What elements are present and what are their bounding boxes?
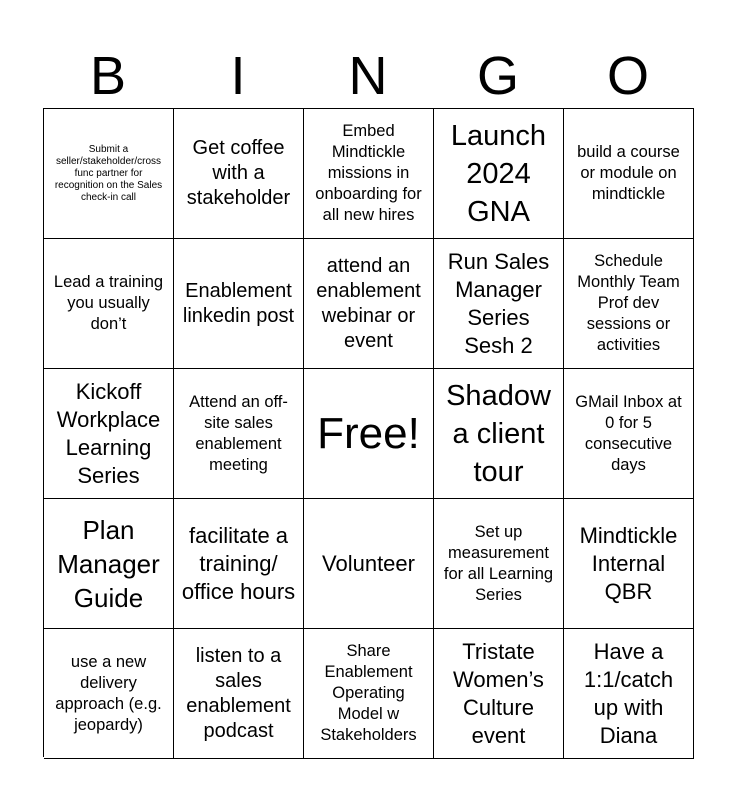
cell-text: facilitate a training/ office hours [181,522,296,604]
cell-text: Volunteer [322,550,415,576]
cell-text: Kickoff Workplace Learning Series [56,378,161,488]
header-letter-g: G [476,46,519,106]
cell-text: build a course or module on mindtickle [577,143,680,203]
bingo-cell-r3-c5[interactable] [564,369,694,499]
bingo-cell-r1-c5[interactable] [564,109,694,239]
bingo-cell-r2-c2[interactable] [174,239,304,369]
bingo-board [43,108,694,757]
bingo-cell-r1-c2[interactable] [174,109,304,239]
header-letter-n: N [348,46,388,106]
cell-text: listen to a sales enablement podcast [186,644,291,742]
bingo-cell-r1-c4[interactable] [434,109,564,239]
cell-text: Attend an off-site sales enablement meeting [189,392,288,474]
cell-text: Mindtickle Internal QBR [579,522,678,604]
cell-text: Share Enablement Operating Model w Stakeholders [320,642,417,744]
cell-text: Plan Manager Guide [57,514,160,613]
cell-text: Tristate Women’s Culture event [453,638,544,748]
cell-text: Schedule Monthly Team Prof dev sessions or activities [577,252,680,354]
bingo-cell-r2-c5[interactable] [564,239,694,369]
bingo-cell-r3-c2[interactable] [174,369,304,499]
bingo-cell-r5-c5[interactable] [564,629,694,759]
cell-text: Launch 2024 GNA [450,119,547,228]
bingo-cell-r4-c4[interactable] [434,499,564,629]
header-letter-b: B [89,46,127,106]
free-space-text: Free! [317,408,420,458]
bingo-cell-r2-c1[interactable] [44,239,174,369]
header-letter-o: O [606,46,649,106]
cell-text: Get coffee with a stakeholder [186,137,291,209]
bingo-cell-r4-c1[interactable] [44,499,174,629]
bingo-cell-r4-c2[interactable] [174,499,304,629]
bingo-cell-r5-c1[interactable] [44,629,174,759]
cell-text: Lead a training you usually don’t [53,273,164,333]
cell-text: Embed Mindtickle missions in onboarding for all new hires [315,122,422,224]
bingo-cell-r2-c3[interactable] [304,239,434,369]
bingo-header [43,44,693,108]
bingo-cell-r1-c1[interactable] [44,109,174,239]
bingo-cell-r3-c4[interactable] [434,369,564,499]
cell-text: use a new delivery approach (e.g. jeopardy) [55,652,162,734]
cell-text: Run Sales Manager Series Sesh 2 [447,248,550,358]
bingo-cell-free[interactable] [304,369,434,499]
header-letter-i: I [230,46,246,106]
bingo-cell-r1-c3[interactable] [304,109,434,239]
bingo-cell-r3-c1[interactable] [44,369,174,499]
bingo-cell-r4-c3[interactable] [304,499,434,629]
cell-text: Set up measurement for all Learning Series [443,522,554,604]
bingo-cell-r4-c5[interactable] [564,499,694,629]
cell-text: attend an enablement webinar or event [316,254,421,352]
cell-text: Submit a seller/stakeholder/cross func partner for recognition on the Sales check-in call [54,143,163,203]
bingo-cell-r5-c3[interactable] [304,629,434,759]
cell-text: Enablement linkedin post [182,279,295,327]
cell-text: Have a 1:1/catch up with Diana [583,638,674,748]
cell-text: GMail Inbox at 0 for 5 consecutive days [575,392,682,474]
bingo-cell-r2-c4[interactable] [434,239,564,369]
cell-text: Shadow a client tour [446,379,551,488]
bingo-cell-r5-c4[interactable] [434,629,564,759]
bingo-cell-r5-c2[interactable] [174,629,304,759]
